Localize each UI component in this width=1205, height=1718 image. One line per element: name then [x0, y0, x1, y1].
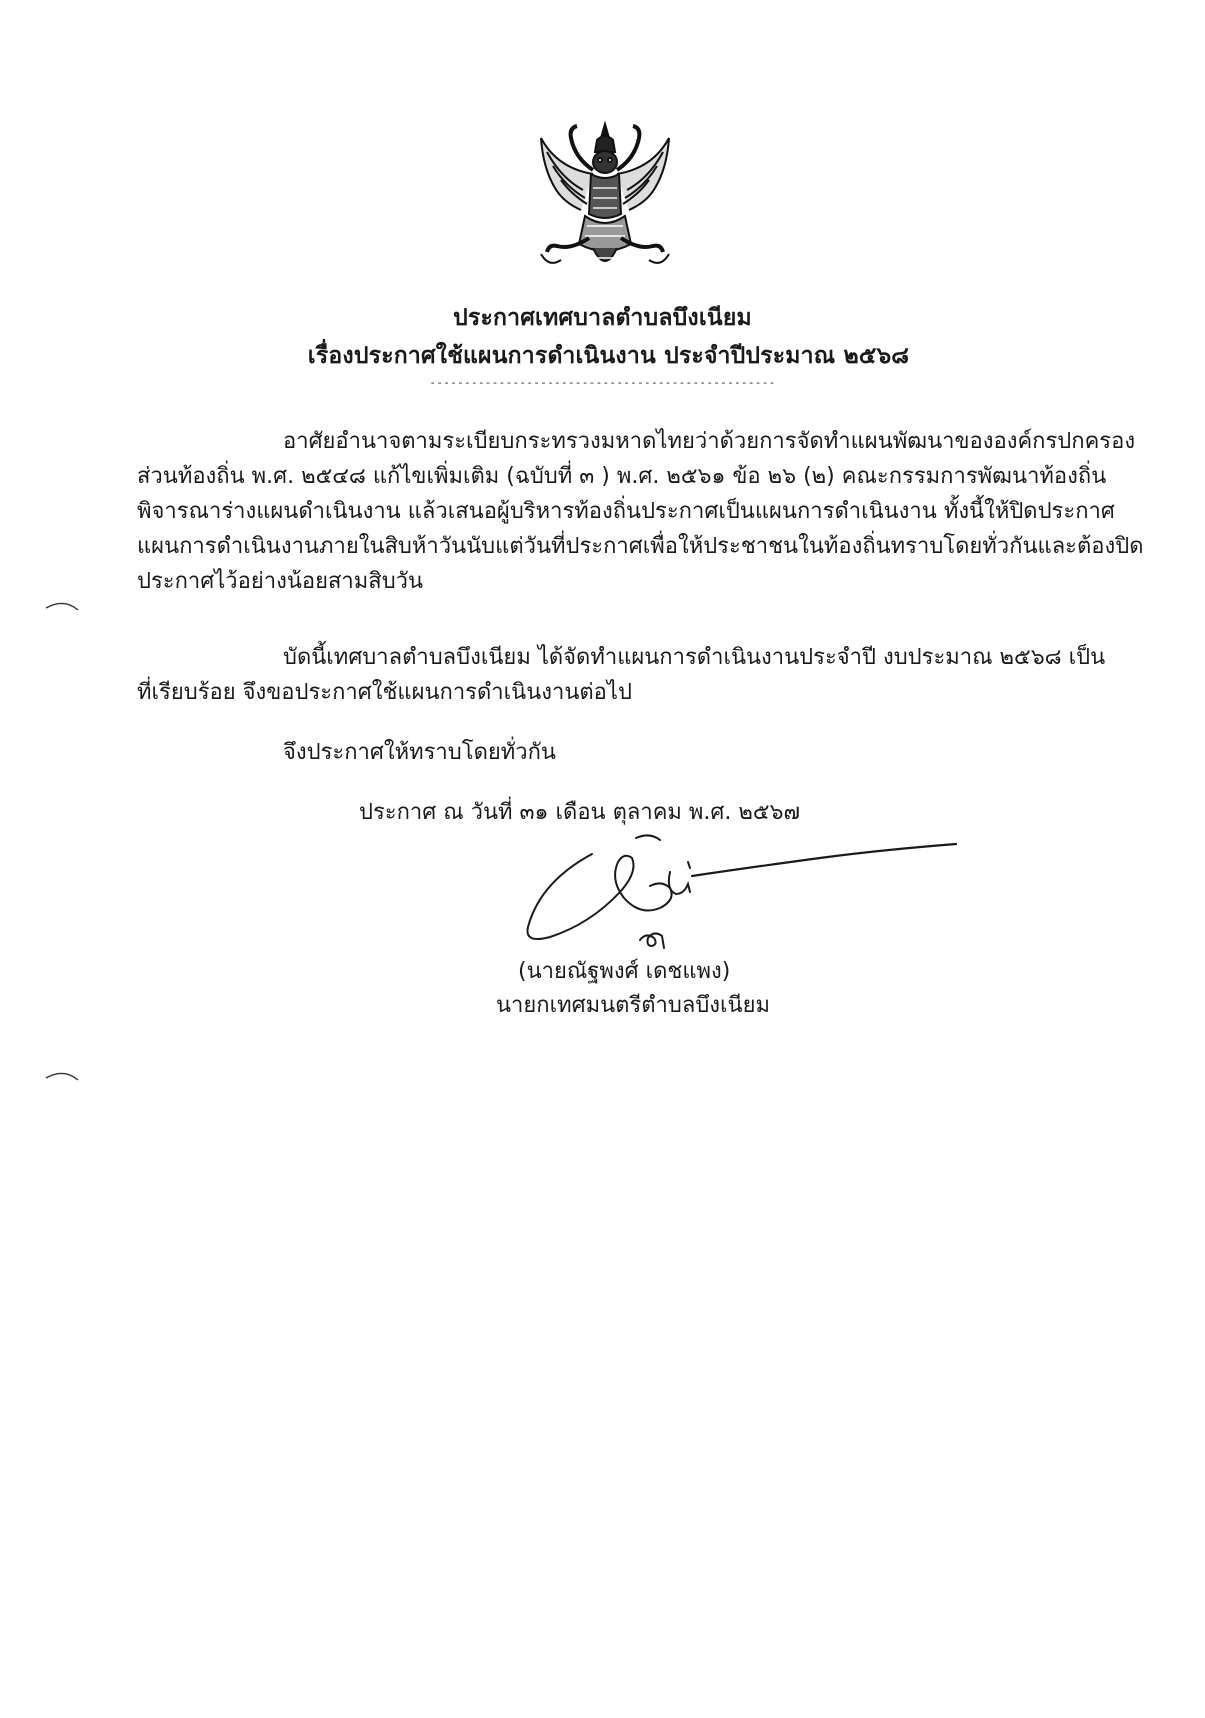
paragraph-line: อาศัยอำนาจตามระเบียบกระทรวงมหาดไทยว่าด้วยการจัดทำแผนพัฒนาขององค์กรปกครอง: [283, 429, 1136, 454]
garuda-emblem-icon: [535, 118, 675, 280]
signer-name: (นายณัฐพงศ์ เดชแพง): [518, 959, 731, 984]
announcement-title: ประกาศเทศบาลตำบลบึงเนียม: [453, 305, 752, 331]
paragraph-line: ที่เรียบร้อย จึงขอประกาศใช้แผนการดำเนินงานต่อไป: [137, 680, 632, 705]
date-statement: [137, 795, 1085, 830]
date-text: ประกาศ ณ วันที่ ๓๑ เดือน ตุลาคม พ.ศ. ๒๕๖๗: [359, 800, 801, 825]
paragraph-announcement: [137, 640, 1106, 710]
paragraph-line: พิจารณาร่างแผนดำเนินงาน แล้วเสนอผู้บริหารท้องถิ่นประกาศเป็นแผนการดำเนินงาน ทั้งนี้ให้ปิดประกาศ: [137, 499, 1115, 524]
paragraph-line: ประกาศไว้อย่างน้อยสามสิบวัน: [137, 569, 424, 594]
closing-text: จึงประกาศให้ทราบโดยทั่วกัน: [283, 740, 556, 765]
paragraph-line: บัดนี้เทศบาลตำบลบึงเนียม ได้จัดทำแผนการดำเนินงานประจำปี งบประมาณ ๒๕๖๘ เป็น: [283, 645, 1106, 670]
punch-hole-mark-icon: [40, 594, 100, 634]
punch-hole-mark-icon: [40, 1064, 100, 1104]
paragraph-line: ส่วนท้องถิ่น พ.ศ. ๒๕๔๘ แก้ไขเพิ่มเติม (ฉบับที่ ๓ ) พ.ศ. ๒๕๖๑ ข้อ ๒๖ (๒) คณะกรรมการพัฒนาท้องถิ่น: [137, 464, 1107, 489]
signer-position: นายกเทศมนตรีตำบลบึงเนียม: [496, 993, 770, 1018]
handwritten-signature-icon: [520, 832, 970, 952]
paragraph-authority: [137, 424, 1144, 599]
announcement-subject: เรื่องประกาศใช้แผนการดำเนินงาน ประจำปีประมาณ ๒๕๖๘: [307, 343, 910, 369]
paragraph-line: แผนการดำเนินงานภายในสิบห้าวันนับแต่วันที่ประกาศเพื่อให้ประชาชนในท้องถิ่นทราบโดยทั่วกันและต้องปิด: [137, 534, 1144, 559]
closing-statement: [137, 735, 1085, 770]
title-separator: --------------------------------------------------: [429, 376, 776, 389]
